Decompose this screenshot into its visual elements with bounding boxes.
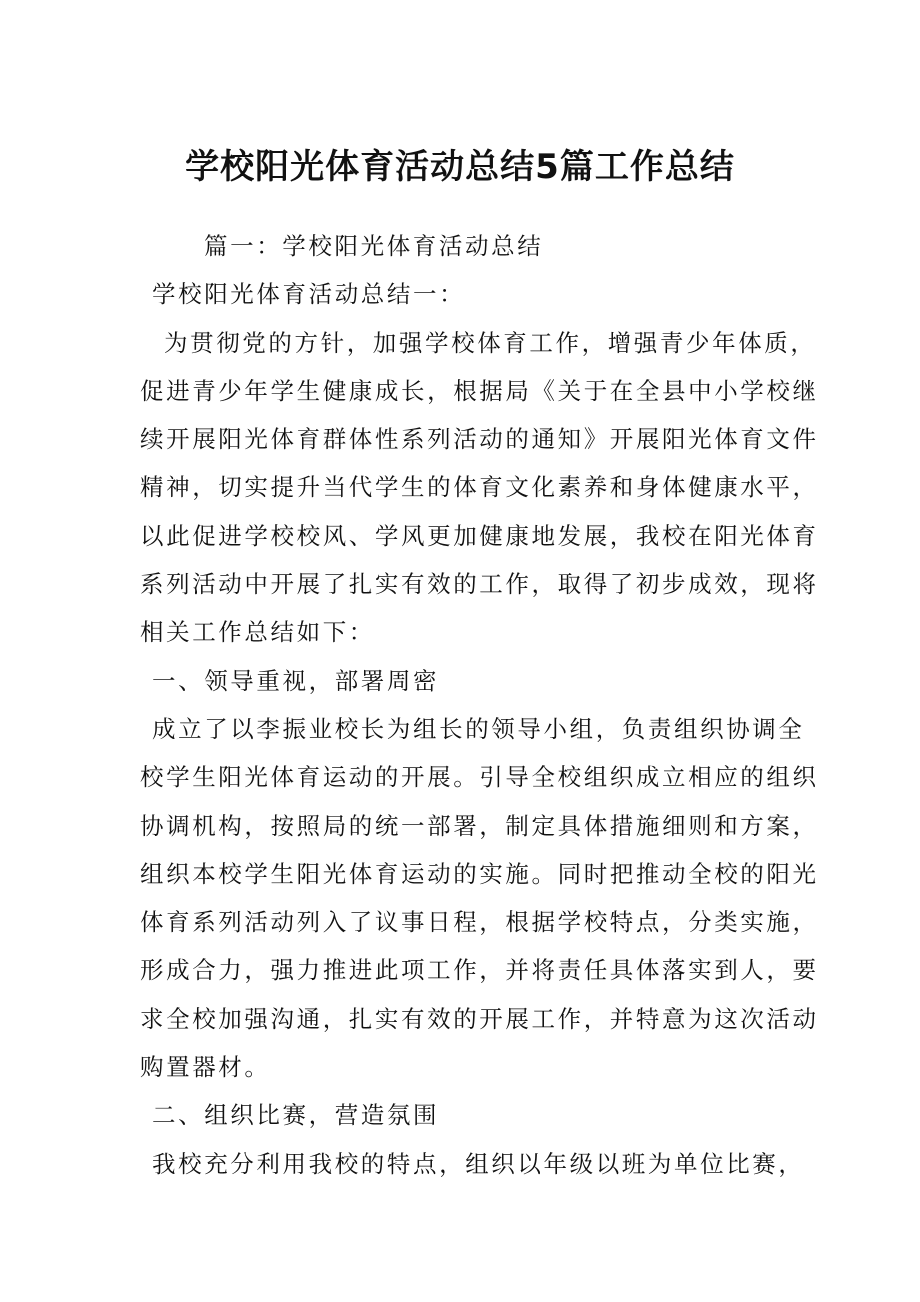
section-heading: 篇一：学校阳光体育活动总结: [204, 232, 544, 260]
paragraph-line: 以此促进学校校风、学风更加健康地发展，我校在阳光体育: [140, 521, 819, 550]
paragraph-line: 体育系列活动列入了议事日程，根据学校特点，分类实施，: [140, 908, 819, 937]
paragraph-line: 为贯彻党的方针，加强学校体育工作，增强青少年体质，: [164, 328, 817, 357]
paragraph-line: 促进青少年学生健康成长，根据局《关于在全县中小学校继: [140, 376, 819, 405]
paragraph-line: 形成合力，强力推进此项工作，并将责任具体落实到人，要: [140, 956, 819, 985]
paragraph-line: 精神，切实提升当代学生的体育文化素养和身体健康水平，: [140, 473, 819, 502]
document-title: 学校阳光体育活动总结5篇工作总结: [185, 147, 735, 187]
paragraph-line: 系列活动中开展了扎实有效的工作，取得了初步成效，现将: [140, 570, 819, 599]
paragraph-line: 相关工作总结如下：: [140, 618, 375, 647]
section-subheading: 二、组织比赛，营造氛围: [152, 1101, 440, 1130]
paragraph-line: 我校充分利用我校的特点，组织以年级以班为单位比赛，: [152, 1149, 805, 1178]
paragraph-line: 购置器材。: [140, 1053, 271, 1082]
paragraph-heading: 学校阳光体育活动总结一：: [152, 280, 466, 309]
paragraph-line: 求全校加强沟通，扎实有效的开展工作，并特意为这次活动: [140, 1004, 819, 1033]
paragraph-line: 组织本校学生阳光体育运动的实施。同时把推动全校的阳光: [140, 859, 819, 888]
document-body: [140, 222, 819, 1188]
paragraph-line: 续开展阳光体育群体性系列活动的通知》开展阳光体育文件: [140, 425, 819, 454]
paragraph-line: 协调机构，按照局的统一部署，制定具体措施细则和方案，: [140, 811, 819, 840]
paragraph-line: 成立了以李振业校长为组长的领导小组，负责组织协调全: [152, 714, 805, 743]
section-subheading: 一、领导重视，部署周密: [152, 666, 440, 695]
paragraph-line: 校学生阳光体育运动的开展。引导全校组织成立相应的组织: [140, 763, 819, 792]
